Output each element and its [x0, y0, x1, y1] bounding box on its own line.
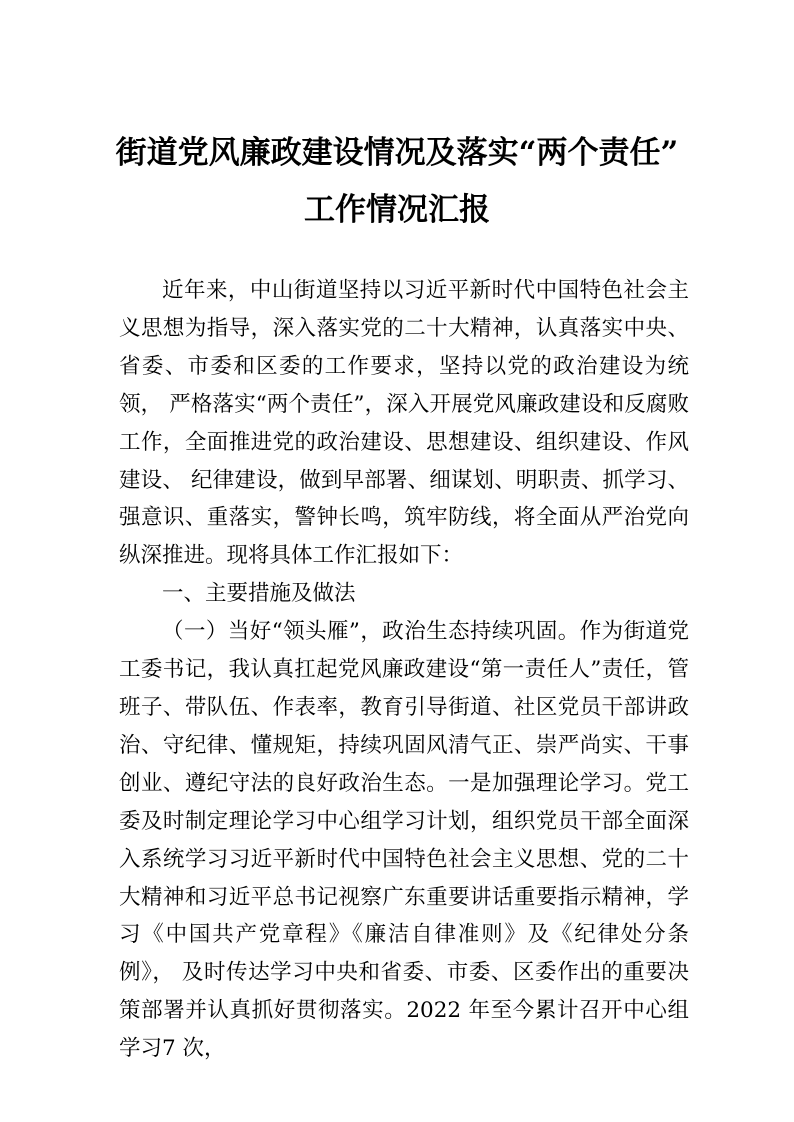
intro-paragraph: 近年来，中山街道坚持以习近平新时代中国特色社会主义思想为指导，深入落实党的二十大精神，认真落实中央、 省委、市委和区委的工作要求，坚持以党的政治建设为统领， 严格落实“两个责任”，深入开展党风廉政建设和反腐败工作，全面推进党的政治建设、思想建设、组织建设、作风建设、 纪律建设，做到早部署、细谋划、明职责、抓学习、强意识、重落实，警钟长鸣，筑牢防线，将全面从严治党向纵深推进。现将具体工作汇报如下：	[119, 278, 689, 569]
document-title-line2: 工作情况汇报	[304, 192, 490, 228]
section-heading: 一、主要措施及做法	[162, 581, 356, 607]
document-title-line1: 街道党风廉政建设情况及落实“两个责任”	[115, 135, 679, 171]
measure-paragraph-1: （一）当好“领头雁”，政治生态持续巩固。作为街道党工委书记，我认真扛起党风廉政建设“第一责任人”责任，管班子、带队伍、作表率，教育引导街道、社区党员干部讲政治、守纪律、懂规矩，持续巩固风清气正、崇严尚实、干事创业、遵纪守法的良好政治生态。一是加强理论学习。党工委及时制定理论学习中心组学习计划，组织党员干部全面深入系统学习习近平新时代中国特色社会主义思想、党的二十大精神和习近平总书记视察广东重要讲话重要指示精神，学习《中国共产党章程》《廉洁自律准则》及《纪律处分条例》， 及时传达学习中央和省委、市委、区委作出的重要决策部署并认真抓好贯彻落实。2022 年至今累计召开中心组学习7 次，	[119, 619, 689, 1062]
document-body	[119, 272, 689, 1068]
